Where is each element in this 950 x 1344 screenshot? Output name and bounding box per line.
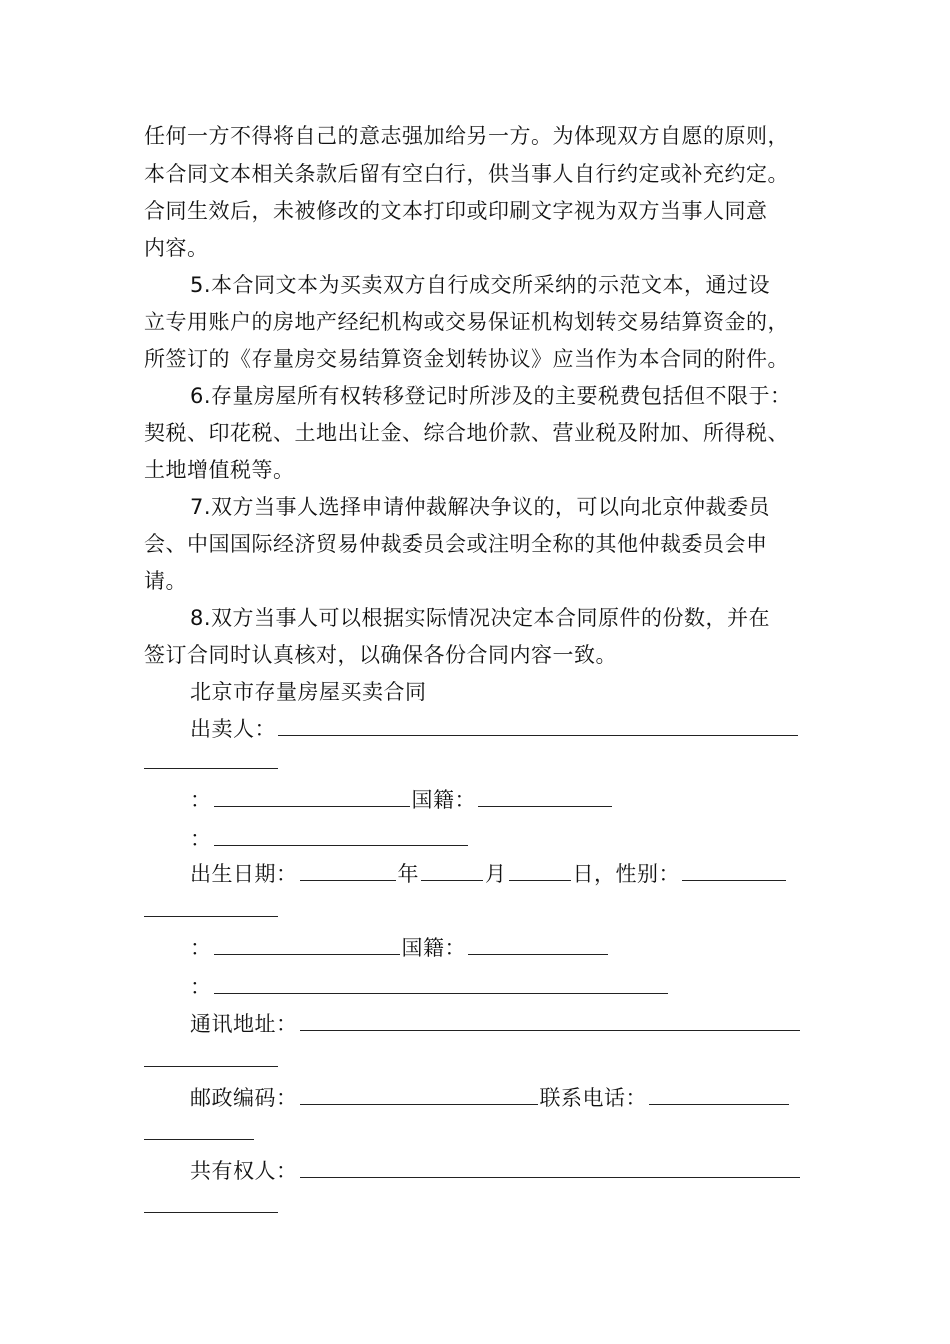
nationality-field-2[interactable] xyxy=(468,934,608,955)
phone-field[interactable] xyxy=(649,1084,789,1105)
paragraph-4-line-1: 任何一方不得将自己的意志强加给另一方。为体现双方自愿的原则， xyxy=(144,124,789,148)
birth-row xyxy=(190,860,788,888)
id-field-1[interactable] xyxy=(214,786,410,807)
birth-month-field[interactable] xyxy=(421,860,483,881)
seller-field-continuation[interactable] xyxy=(144,768,278,769)
colon-label-4: ： xyxy=(190,975,212,999)
phone-label: 联系电话： xyxy=(539,1086,647,1110)
birth-date-label: 出生日期： xyxy=(190,862,298,886)
seller-label: 出卖人： xyxy=(190,717,276,741)
paragraph-6-line-1: 6.存量房屋所有权转移登记时所涉及的主要税费包括但不限于： xyxy=(190,384,792,408)
year-label: 年 xyxy=(397,862,419,886)
id-row-4 xyxy=(190,973,670,1001)
paragraph-7-line-1: 7.双方当事人选择申请仲裁解决争议的，可以向北京仲裁委员 xyxy=(190,495,771,519)
nationality-label-2: 国籍： xyxy=(401,936,466,960)
id-row-1 xyxy=(190,786,614,814)
paragraph-4-line-4: 内容。 xyxy=(144,236,209,260)
postcode-field[interactable] xyxy=(300,1084,538,1105)
paragraph-4-line-2: 本合同文本相关条款后留有空白行，供当事人自行约定或补充约定。 xyxy=(144,162,789,186)
paragraph-6-line-3: 土地增值税等。 xyxy=(144,458,295,482)
coowner-field[interactable] xyxy=(300,1157,800,1178)
day-gender-label: 日，性别： xyxy=(572,862,680,886)
paragraph-7-line-2: 会、中国国际经济贸易仲裁委员会或注明全称的其他仲裁委员会申 xyxy=(144,532,768,556)
birth-year-field[interactable] xyxy=(300,860,396,881)
coowner-label: 共有权人： xyxy=(190,1159,298,1183)
paragraph-7-line-3: 请。 xyxy=(144,569,187,593)
address-field-continuation[interactable] xyxy=(144,1066,278,1067)
gender-field-continuation[interactable] xyxy=(144,916,278,917)
id-field-4[interactable] xyxy=(214,973,668,994)
address-field[interactable] xyxy=(300,1010,800,1031)
id-row-3 xyxy=(190,934,610,962)
seller-row xyxy=(190,715,800,743)
address-row xyxy=(190,1010,802,1038)
paragraph-5-line-3: 所签订的《存量房交易结算资金划转协议》应当作为本合同的附件。 xyxy=(144,347,789,371)
id-field-2[interactable] xyxy=(214,825,468,846)
gender-field[interactable] xyxy=(682,860,786,881)
address-label: 通讯地址： xyxy=(190,1012,298,1036)
nationality-field-1[interactable] xyxy=(478,786,612,807)
colon-label-1: ： xyxy=(190,788,212,812)
colon-label-3: ： xyxy=(190,936,212,960)
coowner-row xyxy=(190,1157,802,1185)
birth-day-field[interactable] xyxy=(509,860,571,881)
paragraph-8-line-1: 8.双方当事人可以根据实际情况决定本合同原件的份数，并在 xyxy=(190,606,771,630)
colon-label-2: ： xyxy=(190,827,212,851)
paragraph-8-line-2: 签订合同时认真核对，以确保各份合同内容一致。 xyxy=(144,643,617,667)
coowner-field-continuation[interactable] xyxy=(144,1212,278,1213)
id-row-2 xyxy=(190,825,470,853)
paragraph-5-line-1: 5.本合同文本为买卖双方自行成交所采纳的示范文本，通过设 xyxy=(190,273,771,297)
seller-field[interactable] xyxy=(278,715,798,736)
nationality-label-1: 国籍： xyxy=(411,788,476,812)
phone-field-continuation[interactable] xyxy=(144,1139,254,1140)
postcode-label: 邮政编码： xyxy=(190,1086,298,1110)
paragraph-5-line-2: 立专用账户的房地产经纪机构或交易保证机构划转交易结算资金的， xyxy=(144,310,789,334)
paragraph-6-line-2: 契税、印花税、土地出让金、综合地价款、营业税及附加、所得税、 xyxy=(144,421,789,445)
contract-title: 北京市存量房屋买卖合同 xyxy=(190,680,427,704)
id-field-3[interactable] xyxy=(214,934,400,955)
paragraph-4-line-3: 合同生效后，未被修改的文本打印或印刷文字视为双方当事人同意 xyxy=(144,199,768,223)
postcode-row xyxy=(190,1084,791,1112)
month-label: 月 xyxy=(485,862,507,886)
